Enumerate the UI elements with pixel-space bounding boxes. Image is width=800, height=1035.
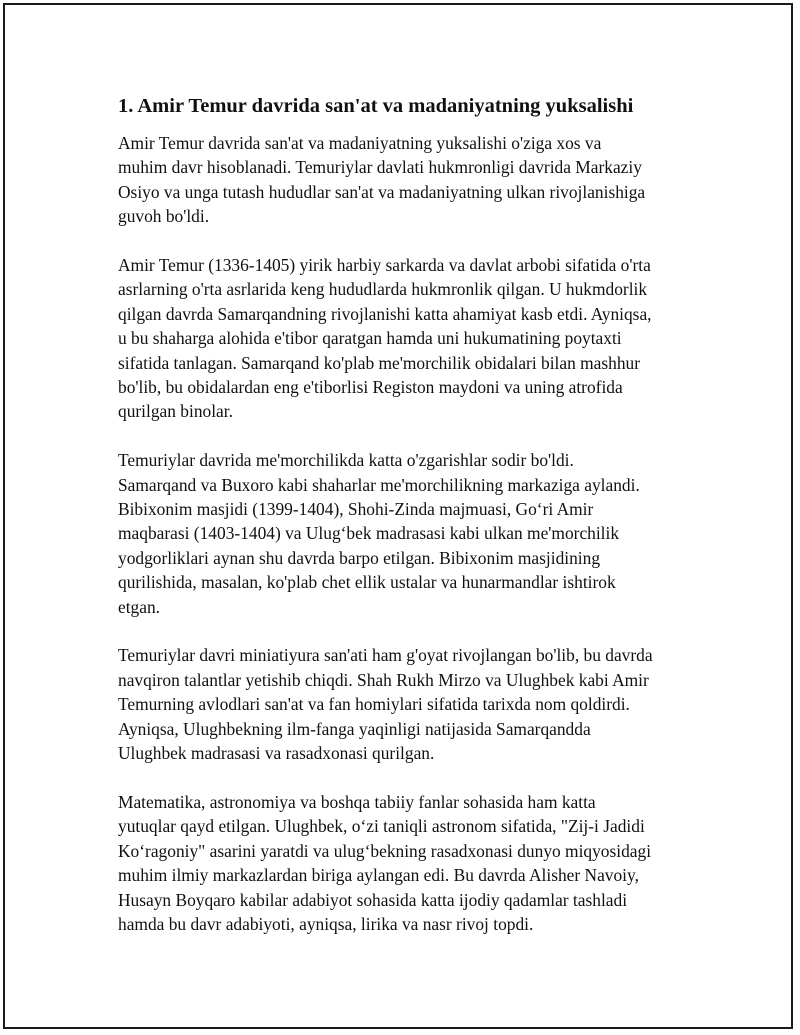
- paragraph-line: asrlarning o'rta asrlarida keng hududlarda hukmronlik qilgan. U hukmdorlik: [118, 279, 648, 300]
- paragraph-line: Samarqand va Buxoro kabi shaharlar me'morchilikning markaziga aylandi.: [118, 474, 640, 495]
- paragraph-line: Temuriylar davri miniatiyura san'ati ham g'oyat rivojlangan bo'lib, bu davrda: [118, 645, 653, 666]
- paragraph-line: maqbarasi (1403-1404) va Ulug‘bek madrasasi kabi ulkan me'morchilik: [118, 523, 620, 544]
- paragraph-line: yutuqlar qayd etilgan. Ulughbek, o‘zi taniqli astronom sifatida, "Zij-i Jadidi: [118, 816, 645, 837]
- paragraph-line: sifatida tanlagan. Samarqand ko'plab me'morchilik obidalari bilan mashhur: [118, 352, 641, 373]
- paragraph-3: [118, 448, 698, 619]
- paragraph-line: guvoh bo'ldi.: [118, 206, 210, 227]
- paragraph-line: hamda bu davr adabiyoti, ayniqsa, lirika va nasr rivoj topdi.: [118, 913, 534, 934]
- paragraph-line: Ayniqsa, Ulughbekning ilm-fanga yaqinligi natijasida Samarqandda: [118, 718, 591, 739]
- paragraph-1: [118, 131, 698, 229]
- paragraph-line: Amir Temur davrida san'at va madaniyatning yuksalishi o'ziga xos va: [118, 133, 602, 153]
- section-heading: 1. Amir Temur davrida san'at va madaniyatning yuksalishi: [118, 95, 634, 117]
- paragraph-line: navqiron talantlar yetishib chiqdi. Shah Rukh Mirzo va Ulughbek kabi Amir: [118, 669, 649, 690]
- paragraph-line: Bibixonim masjidi (1399-1404), Shohi-Zinda majmuasi, Go‘ri Amir: [118, 499, 594, 520]
- paragraph-4: [118, 643, 698, 765]
- paragraph-line: Ko‘ragoniy" asarini yaratdi va ulug‘bekning rasadxonasi dunyo miqyosidagi: [118, 840, 652, 861]
- paragraph-line: qilgan davrda Samarqandning rivojlanishi katta ahamiyat kasb etdi. Ayniqsa,: [118, 303, 652, 324]
- paragraph-line: u bu shaharga alohida e'tibor qaratgan hamda uni hukumatining poytaxti: [118, 328, 622, 349]
- paragraph-line: Amir Temur (1336-1405) yirik harbiy sarkarda va davlat arbobi sifatida o'rta: [118, 255, 651, 276]
- paragraph-line: Husayn Boyqaro kabilar adabiyot sohasida katta ijodiy qadamlar tashladi: [118, 889, 628, 910]
- document-body: [118, 93, 698, 961]
- paragraph-2: [118, 253, 698, 424]
- paragraph-line: Matematika, astronomiya va boshqa tabiiy fanlar sohasida ham katta: [118, 791, 596, 812]
- paragraph-5: [118, 790, 698, 936]
- paragraph-line: qurilishida, masalan, ko'plab chet ellik ustalar va hunarmandlar ishtirok: [118, 572, 616, 593]
- paragraph-line: muhim ilmiy markazlardan biriga aylangan edi. Bu davrda Alisher Navoiy,: [118, 865, 639, 886]
- paragraph-line: qurilgan binolar.: [118, 401, 233, 422]
- paragraph-line: yodgorliklari aynan shu davrda barpo etilgan. Bibixonim masjidining: [118, 547, 601, 568]
- paragraph-line: etgan.: [118, 596, 161, 617]
- paragraph-line: Temuriylar davrida me'morchilikda katta o'zgarishlar sodir bo'ldi.: [118, 450, 574, 471]
- paragraph-line: Temurning avlodlari san'at va fan homiylari sifatida tarixda nom qoldirdi.: [118, 694, 630, 715]
- paragraph-line: Osiyo va unga tutash hududlar san'at va madaniyatning ulkan rivojlanishiga: [118, 181, 646, 202]
- paragraph-line: muhim davr hisoblanadi. Temuriylar davlati hukmronligi davrida Markaziy: [118, 157, 642, 178]
- paragraph-line: Ulughbek madrasasi va rasadxonasi qurilgan.: [118, 743, 435, 764]
- paragraph-line: bo'lib, bu obidalardan eng e'tiborlisi Registon maydoni va uning atrofida: [118, 377, 623, 398]
